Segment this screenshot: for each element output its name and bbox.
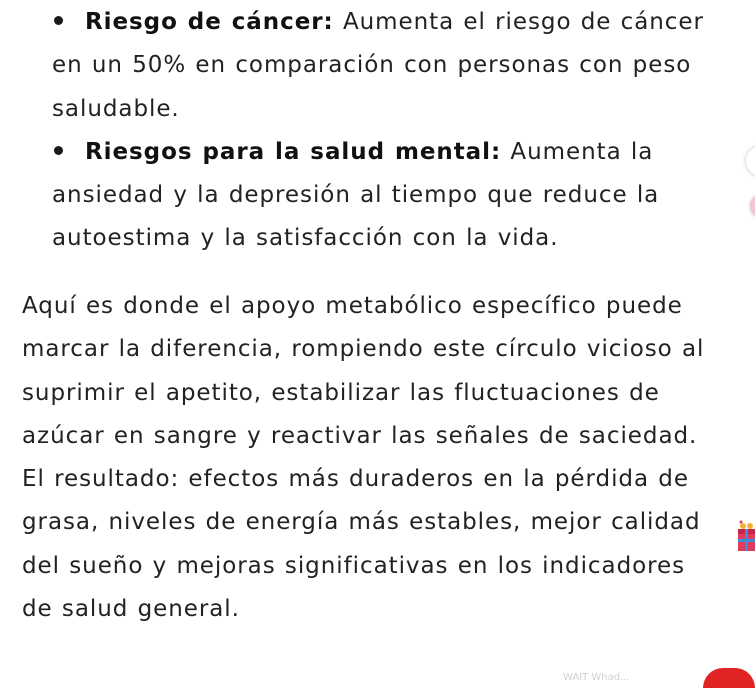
risk-text: Aumenta el riesgo de cáncer en un 50% en comparación con personas con peso saludable. <box>52 9 704 122</box>
risk-list <box>52 1 720 261</box>
floating-label: WAIT Whad... <box>563 672 630 683</box>
list-item <box>52 131 712 261</box>
body-paragraph: Aquí es donde el apoyo metabólico específico puede marcar la diferencia, rompiendo este círculo vicioso al suprimir el apetito, estabilizar las fluctuaciones de azúcar en sangre y reactivar las señales de saciedad. El resultado: efectos más duraderos en la pérdida de grasa, niveles de energía más estables, mejor calidad del sueño y mejoras significativas en los indicadores de salud general. <box>22 293 705 623</box>
risk-text: Aumenta la ansiedad y la depresión al tiempo que reduce la autoestima y la satisfacción con la vida. <box>52 138 660 252</box>
risk-title: Riesgos para la salud mental: <box>85 138 502 165</box>
bullet-icon <box>54 146 63 155</box>
bullet-icon <box>54 16 63 25</box>
risk-title: Riesgo de cáncer: <box>85 9 334 35</box>
gift-icon[interactable] <box>736 519 755 553</box>
list-item <box>52 1 720 131</box>
